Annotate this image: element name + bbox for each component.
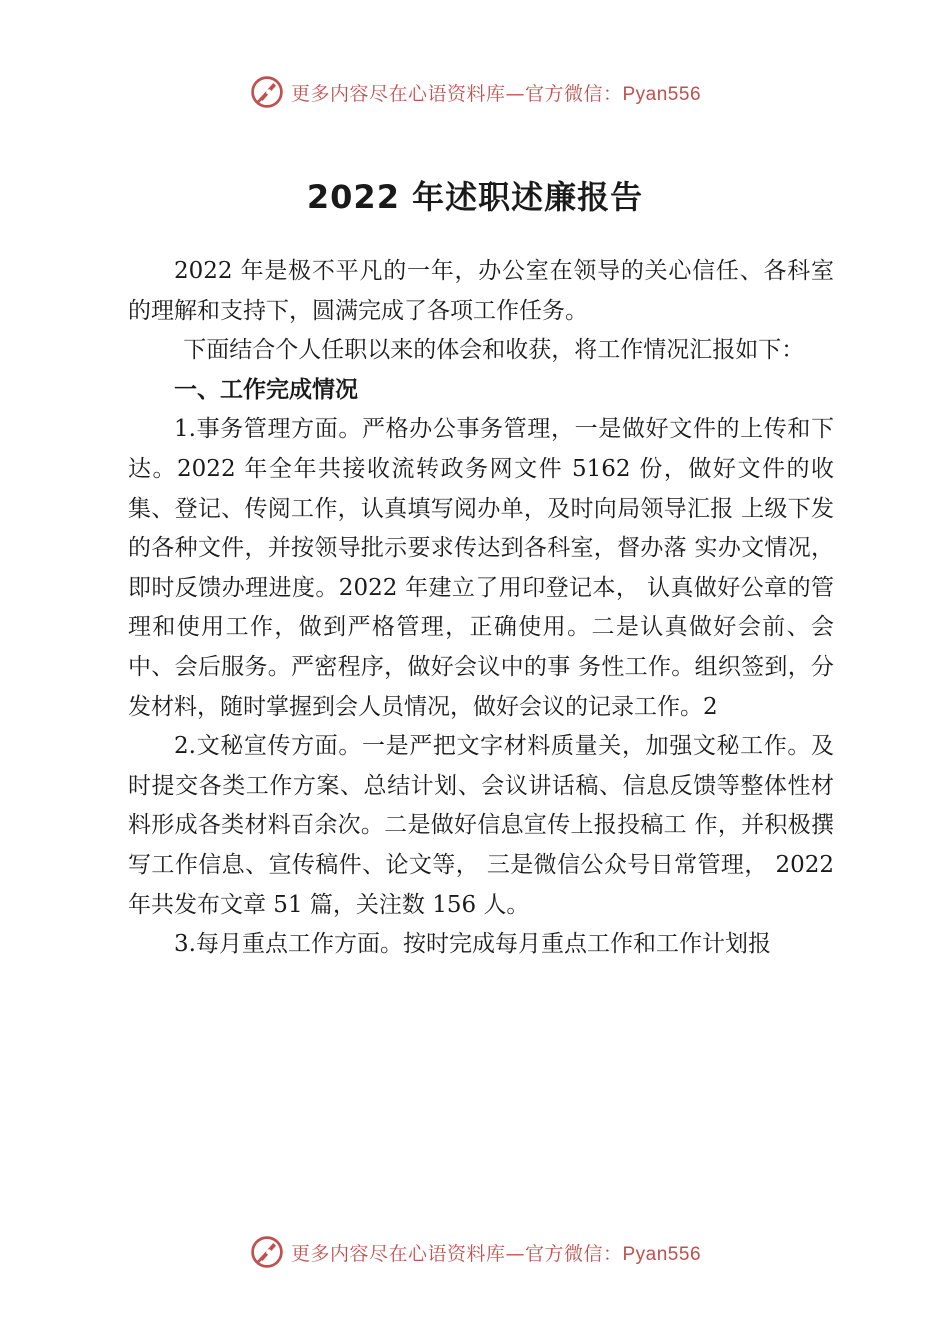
section-heading: 一、工作完成情况 <box>174 376 358 403</box>
document-title: 2022 年述职述廉报告 <box>306 178 644 216</box>
pen-nib-logo-icon <box>249 1234 285 1270</box>
intro-paragraph: 2022 年是极不平凡的一年，办公室在领导的关心信任、各科室的理解和支持下，圆满完成了各项工作任务。 <box>128 258 834 324</box>
watermark-text: 更多内容尽在心语资料库 <box>290 82 506 105</box>
intro-paragraph: 下面结合个人任职以来的体会和收获，将工作情况汇报如下： <box>183 337 805 364</box>
body-paragraph: 2.文秘宣传方面。一是严把文字材料质量关，加强文秘工作。及时提交各类工作方案、总结计划、会议讲话稿、信息反馈等整体性材料形成各类材料百余次。二是做好信息宣传上报投稿工 作，并积极撰写工作信息、宣传稿件、论文等， 三是微信公众号日常管理， 2022 年共发布文章 51 篇，关注数 156 人。 <box>128 733 834 918</box>
watermark-wechat-id: Pyan556 <box>622 83 702 105</box>
pen-nib-logo-icon <box>249 74 285 110</box>
body-paragraph: 1.事务管理方面。严格办公事务管理，一是做好文件的上传和下达。2022 年全年共接收流转政务网文件 5162 份，做好文件的收集、登记、传阅工作，认真填写阅办单，及时向局领导汇报 上级下发的各种文件，并按领导批示要求传达到各科室，督办落 实办文情况，即时反馈办理进度。2022 年建立了用印登记本， 认真做好公章的管理和使用工作，做到严格管理，正确使用。二是认真做好会前、会中、会后服务。严密程序，做好会议中的事 务性工作。组织签到，分发材料，随时掌握到会人员情况，做好会议的记录工作。2 <box>128 416 834 720</box>
watermark-separator: — <box>505 1242 525 1265</box>
watermark-text: 更多内容尽在心语资料库 <box>290 1242 506 1265</box>
body-paragraph: 3.每月重点工作方面。按时完成每月重点工作和工作计划报 <box>174 931 771 958</box>
watermark-official: 官方微信： <box>524 1242 623 1265</box>
watermark-wechat-id: Pyan556 <box>622 1243 702 1265</box>
watermark-header <box>0 72 950 112</box>
document-body <box>128 252 834 965</box>
watermark-footer <box>0 1232 950 1272</box>
watermark-official: 官方微信： <box>524 82 623 105</box>
watermark-separator: — <box>505 82 525 105</box>
